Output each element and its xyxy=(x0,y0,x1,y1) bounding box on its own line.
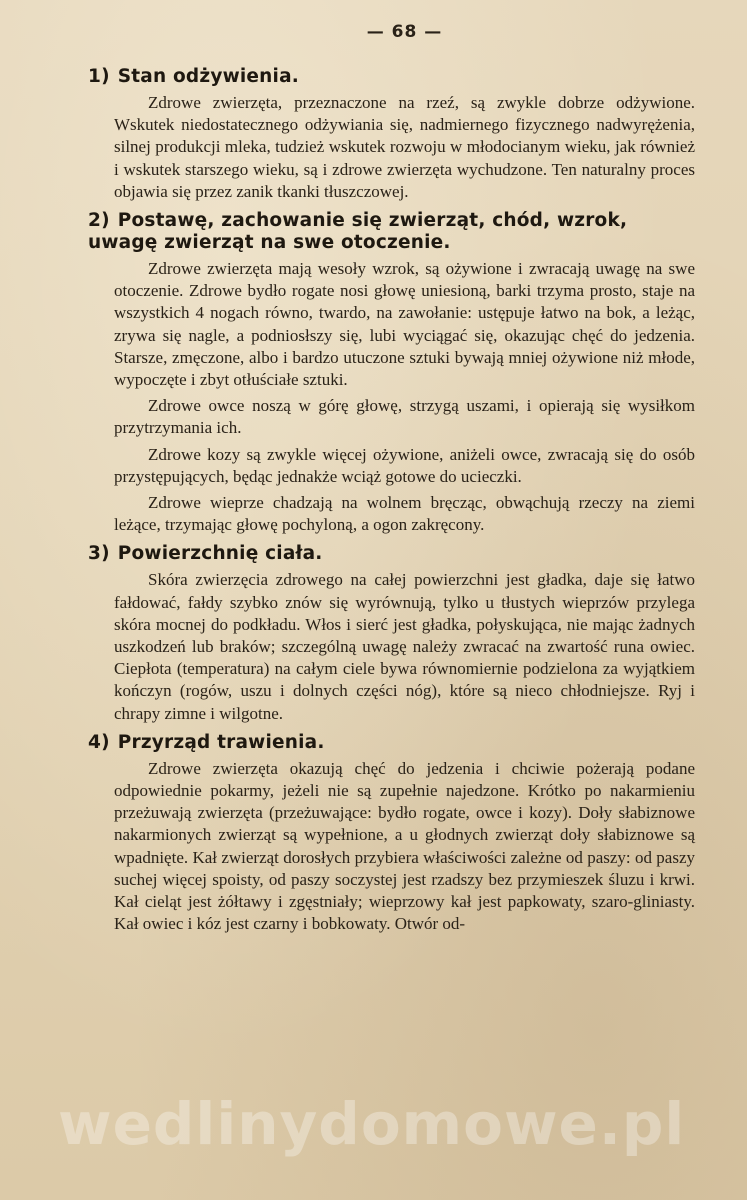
section-heading xyxy=(88,543,695,565)
section-posture xyxy=(88,210,695,536)
section-title: Postawę, zachowanie się zwierząt, chód, wzrok, uwagę zwierząt na swe otoczenie. xyxy=(88,210,628,254)
section-heading xyxy=(88,732,695,754)
section-heading xyxy=(88,66,695,88)
section-heading xyxy=(88,210,695,254)
paragraph: Zdrowe wieprze chadzają na wolnem bręcząc, obwąchują rzeczy na ziemi leżące, trzymając głowę pochyloną, a ogon zakręcony. xyxy=(114,493,695,535)
section-title: Powierzchnię ciała. xyxy=(117,543,323,565)
paragraph: Zdrowe zwierzęta okazują chęć do jedzenia i chciwie pożerają podane odpowiednie pokarmy, jeżeli nie są zupełnie najedzone. Krótko po nakarmieniu przeżuwają zwierzęta (przeżuwające: bydło rogate, owce i kozy). Doły słabiznowe nakarmionych zwierząt są wypełnione, a u głodnych zwierząt doły słabiznowe są wpadnięte. Kał zwierząt dorosłych przybiera właściwości zależne od paszy: od paszy suchej więcej spoisty, od paszy soczystej jest rzadszy bez przymieszek śluzu i krwi. Kał cieląt jest żółtawy i zgęstniały; wieprzowy kał jest papkowaty, szaro-gliniasty. Kał owiec i kóz jest czarny i bobkowaty. Otwór od- xyxy=(114,758,695,934)
section-number: 3) xyxy=(88,543,110,565)
section-number: 4) xyxy=(88,731,110,753)
paragraph: Skóra zwierzęcia zdrowego na całej powierzchni jest gładka, daje się łatwo fałdować, fałdy szybko znów się wyrównują, tylko u tłustych wieprzów przylega skóra mocnej do podkładu. Włos i sierć jest gładka, połyskująca, nie mając żadnych uszkodzeń lub braków; szczególną uwagę należy zwracać na zwartość runa owiec. Ciepłota (temperatura) na całym ciele bywa równomiernie podzielona za wyjątkiem kończyn (rogów, uszu i dolnych części nóg), które są nieco chłodniejsze. Ryj i chrapy zimne i wilgotne. xyxy=(114,570,695,723)
section-digestion xyxy=(88,731,695,936)
section-title: Przyrząd trawienia. xyxy=(117,731,325,753)
paragraph: Zdrowe kozy są zwykle więcej ożywione, aniżeli owce, zwracają się do osób przystępujących, będąc jednakże wciąż gotowe do ucieczki. xyxy=(114,444,695,486)
paragraph: Zdrowe zwierzęta, przeznaczone na rzeź, są zwykle dobrze odżywione. Wskutek niedostatecznego odżywiania się, nadmiernego fizycznego nadwyrężenia, silnej produkcji mleka, tudzież wskutek rozwoju w młodocianym wieku, jak również i wskutek starszego wieku, są i zdrowe zwierzęta wychudzone. Ten naturalny proces objawia się przez zanik tkanki tłuszczowej. xyxy=(114,93,695,201)
watermark: wedlinydomowe.pl xyxy=(58,1090,686,1158)
section-number: 2) xyxy=(88,210,110,232)
section-title: Stan odżywienia. xyxy=(117,66,299,87)
paragraph: Zdrowe zwierzęta mają wesoły wzrok, są ożywione i zwracają uwagę na swe otoczenie. Zdrowe bydło rogate nosi głowę uniesioną, barki trzyma prosto, staje na wszystkich 4 nogach równo, twardo, na zawołanie: ustępuje łatwo na bok, a leżąc, zrywa się nagle, a podniosłszy się, lubi wyciągać się, okazując chęć do jedzenia. Starsze, zmęczone, albo i bardzo utuczone sztuki bywają mniej ożywione niż młode, wypoczęte i zbyt otłuściałe sztuki. xyxy=(114,259,695,390)
page-number: — 68 — xyxy=(366,22,443,42)
section-number: 1) xyxy=(88,66,110,87)
paragraph: Zdrowe owce noszą w górę głowę, strzygą uszami, i opierają się wysiłkom przytrzymania ich. xyxy=(114,396,695,438)
section-nutrition xyxy=(88,66,695,203)
section-body-surface xyxy=(88,543,695,724)
